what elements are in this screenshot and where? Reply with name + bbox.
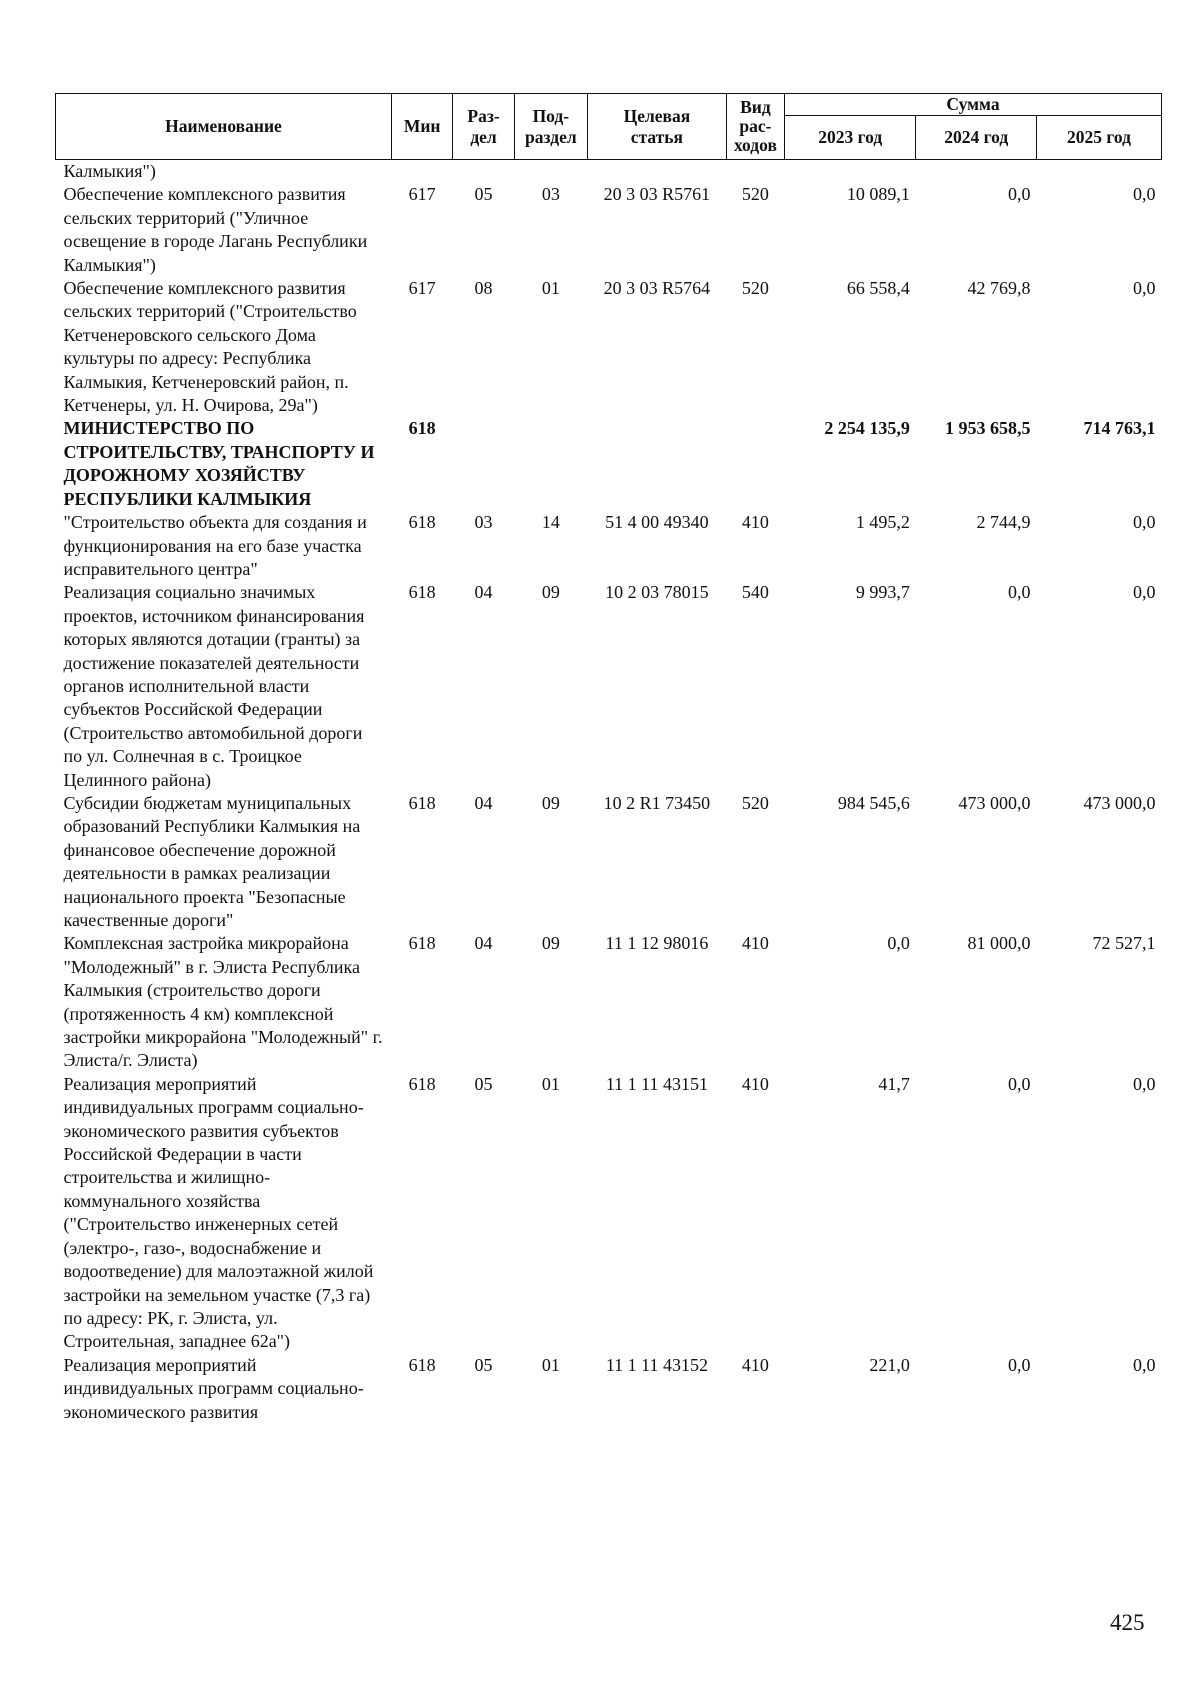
- table-row: [56, 932, 1162, 1072]
- row-podrazdel: [514, 160, 587, 184]
- header-razdel: Раз- дел: [453, 94, 514, 160]
- row-sum-2025: 0,0: [1133, 184, 1156, 205]
- table-row: [56, 277, 1162, 417]
- row-sum-2023: 0,0: [887, 933, 910, 954]
- table-row: [56, 581, 1162, 792]
- row-celevaya-statya: 11 1 12 98016: [605, 933, 709, 954]
- row-vid-rashodov: 410: [741, 1073, 769, 1094]
- row-razdel: 05: [474, 1073, 493, 1094]
- row-min: 618: [408, 1073, 436, 1094]
- row-sum-2024: 2 744,9: [976, 512, 1031, 533]
- row-sum-2023: 1 495,2: [855, 512, 910, 533]
- row-podrazdel: 09: [541, 933, 560, 954]
- row-vid-rashodov: 410: [741, 512, 769, 533]
- row-sum-2024: 81 000,0: [967, 933, 1031, 954]
- row-min: 617: [408, 184, 436, 205]
- row-name: Обеспечение комплексного развития сельских территорий ("Строительство Кетченеровского сельского Дома культуры по адресу: Республика Калмыкия, Кетченеровский район, п. Кетченеры, ул. Н. Очирова, 29а"): [63, 278, 357, 416]
- row-min: 618: [408, 1354, 436, 1375]
- row-celevaya-statya: 10 2 03 78015: [605, 582, 709, 603]
- table-row: [56, 511, 1162, 581]
- row-sum-2025: 0,0: [1133, 512, 1156, 533]
- row-sum-2024: 0,0: [1007, 1354, 1031, 1375]
- table-row: [56, 183, 1162, 277]
- row-celevaya-statya: [587, 160, 726, 184]
- table-row: [56, 792, 1162, 932]
- row-sum-2024: 42 769,8: [967, 278, 1031, 299]
- row-sum-2023: 984 545,6: [837, 792, 910, 813]
- row-sum-2023: 9 993,7: [855, 582, 910, 603]
- header-year-2024: 2024 год: [916, 116, 1037, 160]
- row-min: 618: [408, 792, 436, 813]
- row-podrazdel: 01: [541, 1354, 560, 1375]
- row-razdel: 04: [474, 582, 493, 603]
- row-podrazdel: 09: [541, 582, 560, 603]
- page-number: 425: [1110, 1610, 1145, 1635]
- table-row: [56, 160, 1162, 184]
- row-podrazdel: 01: [541, 278, 560, 299]
- row-sum-2025: 0,0: [1133, 1073, 1156, 1094]
- row-vid-rashodov: [726, 160, 784, 184]
- budget-table: [55, 93, 1162, 1424]
- row-sum-2025: 72 527,1: [1092, 933, 1156, 954]
- row-min: 617: [408, 278, 436, 299]
- row-sum-2024: 473 000,0: [958, 792, 1031, 813]
- row-podrazdel: 03: [541, 184, 560, 205]
- row-podrazdel: [514, 417, 587, 511]
- row-celevaya-statya: [587, 417, 726, 511]
- row-name: Реализация мероприятий индивидуальных программ социально-экономического развития субъектов Российской Федерации в части строительства и жилищно-коммунального хозяйства ("Строительство инженерных сетей (электро-, газо-, водоснабжение и водоотведение) для малоэтажной жилой застройки на земельном участке (7,3 га) по адресу: РК, г. Элиста, ул. Строительная, западнее 62а"): [63, 1073, 374, 1352]
- row-sum-2023: 221,0: [869, 1354, 910, 1375]
- table-header: [56, 94, 1162, 160]
- row-celevaya-statya: 11 1 11 43152: [605, 1354, 708, 1375]
- row-name: "Строительство объекта для создания и функционирования на его базе участка исправительного центра": [63, 512, 367, 579]
- row-razdel: 05: [474, 184, 493, 205]
- row-sum-2024: 0,0: [1007, 582, 1031, 603]
- row-sum-2023: 41,7: [878, 1073, 910, 1094]
- row-sum-2025: [1036, 160, 1161, 184]
- header-min: Мин: [391, 94, 452, 160]
- row-sum-2024: [916, 160, 1037, 184]
- row-vid-rashodov: 410: [741, 933, 769, 954]
- header-vid-rashodov: Вид рас- ходов: [726, 94, 784, 160]
- row-sum-2023: [785, 160, 916, 184]
- row-celevaya-statya: 20 3 03 R5764: [603, 278, 711, 299]
- row-sum-2023: 10 089,1: [846, 184, 910, 205]
- row-min: 618: [408, 512, 436, 533]
- row-sum-2025: 473 000,0: [1083, 792, 1156, 813]
- row-name: Реализация мероприятий индивидуальных программ социально-экономического развития: [63, 1354, 364, 1422]
- row-razdel: [453, 160, 514, 184]
- row-name: Комплексная застройка микрорайона "Молодежный" в г. Элиста Республика Калмыкия (строительство дороги (протяженность 4 км) комплексной застройки микрорайона "Молодежный" г. Элиста/г. Элиста): [63, 933, 383, 1071]
- budget-table-page: [55, 93, 1162, 1424]
- row-name: МИНИСТЕРСТВО ПО СТРОИТЕЛЬСТВУ, ТРАНСПОРТУ И ДОРОЖНОМУ ХОЗЯЙСТВУ РЕСПУБЛИКИ КАЛМЫКИЯ: [63, 418, 375, 509]
- header-podrazdel: Под- раздел: [514, 94, 587, 160]
- row-sum-2023: 66 558,4: [846, 278, 910, 299]
- row-sum-2024: 0,0: [1007, 184, 1031, 205]
- header-celevaya-statya: Целевая статья: [587, 94, 726, 160]
- header-year-2023: 2023 год: [785, 116, 916, 160]
- row-sum-2024: 1 953 658,5: [944, 418, 1031, 439]
- row-name: Обеспечение комплексного развития сельских территорий ("Уличное освещение в городе Лагань Республики Калмыкия"): [63, 184, 368, 275]
- row-sum-2025: 714 763,1: [1083, 418, 1156, 439]
- row-celevaya-statya: 20 3 03 R5761: [603, 184, 711, 205]
- header-summa: Сумма: [785, 94, 1162, 116]
- row-sum-2025: 0,0: [1133, 1354, 1156, 1375]
- row-vid-rashodov: 410: [741, 1354, 769, 1375]
- row-sum-2023: 2 254 135,9: [824, 418, 910, 439]
- header-name: Наименование: [56, 94, 392, 160]
- row-min: [391, 160, 452, 184]
- row-celevaya-statya: 10 2 R1 73450: [603, 792, 711, 813]
- row-vid-rashodov: [726, 417, 784, 511]
- row-podrazdel: 01: [541, 1073, 560, 1094]
- row-vid-rashodov: 520: [741, 278, 769, 299]
- table-body: [56, 160, 1162, 1424]
- row-razdel: 03: [474, 512, 493, 533]
- row-vid-rashodov: 540: [741, 582, 769, 603]
- table-row: [56, 1073, 1162, 1354]
- row-min: 618: [408, 582, 436, 603]
- row-celevaya-statya: 11 1 11 43151: [605, 1073, 708, 1094]
- table-row: [56, 1354, 1162, 1424]
- row-sum-2025: 0,0: [1133, 582, 1156, 603]
- row-razdel: 08: [474, 278, 493, 299]
- row-razdel: 04: [474, 792, 493, 813]
- header-year-2025: 2025 год: [1036, 116, 1161, 160]
- row-razdel: 05: [474, 1354, 493, 1375]
- row-sum-2025: 0,0: [1133, 278, 1156, 299]
- row-razdel: [453, 417, 514, 511]
- row-sum-2024: 0,0: [1007, 1073, 1031, 1094]
- table-row: [56, 417, 1162, 511]
- row-name: Калмыкия"): [63, 161, 156, 181]
- row-razdel: 04: [474, 933, 493, 954]
- row-podrazdel: 14: [541, 512, 560, 533]
- row-vid-rashodov: 520: [741, 792, 769, 813]
- row-min: 618: [408, 933, 436, 954]
- row-name: Субсидии бюджетам муниципальных образований Республики Калмыкия на финансовое обеспечение дорожной деятельности в рамках реализации национального проекта "Безопасные качественные дороги": [63, 792, 361, 930]
- row-min: 618: [408, 418, 436, 439]
- row-celevaya-statya: 51 4 00 49340: [605, 512, 709, 533]
- row-vid-rashodov: 520: [741, 184, 769, 205]
- row-name: Реализация социально значимых проектов, источником финансирования которых являются дотации (гранты) за достижение показателей деятельности органов исполнительной власти субъектов Российской Федерации (Строительство автомобильной дороги по ул. Солнечная в с. Троицкое Целинного района): [63, 582, 365, 790]
- row-podrazdel: 09: [541, 792, 560, 813]
